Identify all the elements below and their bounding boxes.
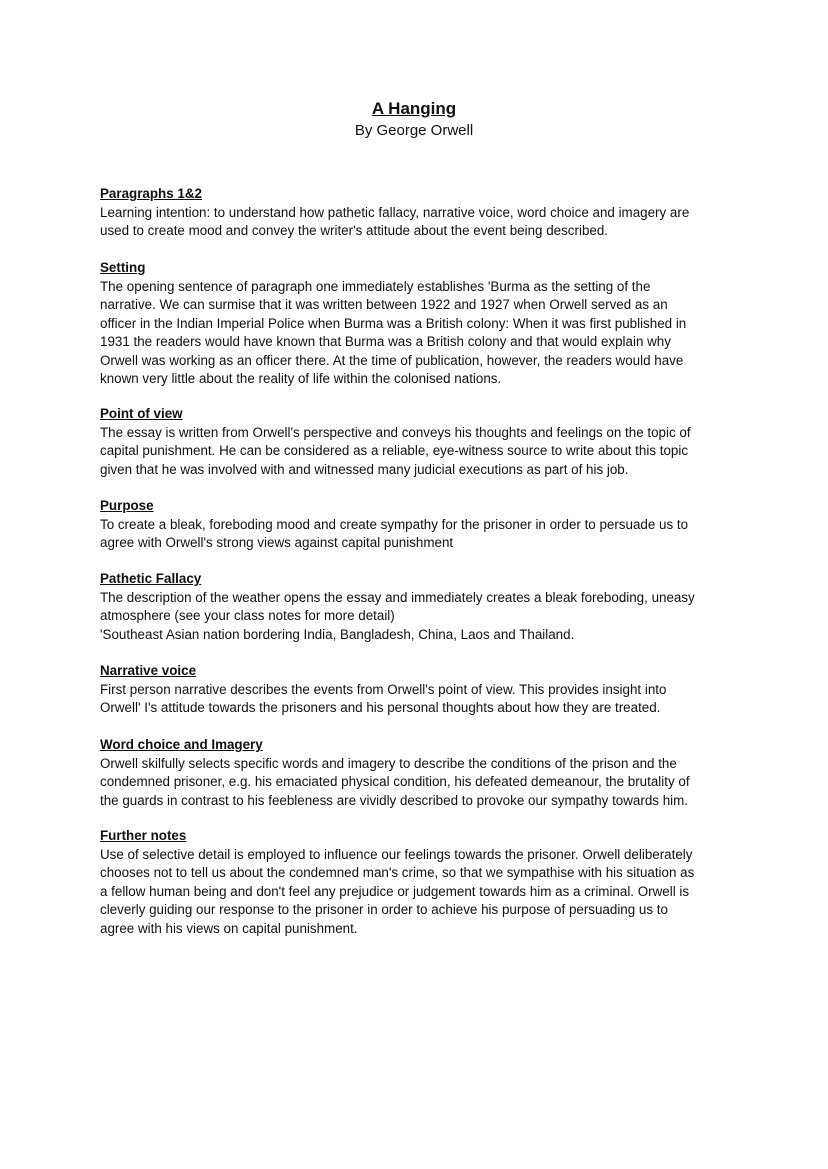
- body-line: cleverly guiding our response to the prisoner in order to achieve his purpose of persuading us to: [100, 902, 668, 917]
- section-pathetic-fallacy: [100, 570, 740, 644]
- body-line: Learning intention: to understand how pathetic fallacy, narrative voice, word choice and imagery are: [100, 204, 690, 220]
- section-heading: Paragraphs 1&2: [100, 186, 202, 201]
- body-line: condemned prisoner, e.g. his emaciated physical condition, his defeated demeanour, the brutality of: [100, 774, 690, 789]
- body-line: known very little about the reality of life within the colonised nations.: [100, 371, 502, 386]
- section-heading: Narrative voice: [100, 663, 197, 678]
- body-line: First person narrative describes the events from Orwell's point of view. This provides insight into: [100, 681, 667, 697]
- section-setting: [100, 259, 740, 389]
- body-line: narrative. We can surmise that it was written between 1922 and 1927 when Orwell served as an: [100, 297, 668, 312]
- body-line: agree with Orwell's strong views against capital punishment: [100, 535, 454, 550]
- body-line: capital punishment. He can be considered as a reliable, eye-witness source to write about this topic: [100, 443, 689, 458]
- body-line: 'Southeast Asian nation bordering India, Bangladesh, China, Laos and Thailand.: [100, 626, 575, 642]
- body-line: Orwell skilfully selects specific words and imagery to describe the conditions of the prison and the: [100, 755, 677, 771]
- body-line: The opening sentence of paragraph one immediately establishes 'Burma as the setting of the: [100, 278, 651, 294]
- section-word-choice-imagery: [100, 736, 740, 810]
- section-heading: Further notes: [100, 828, 187, 843]
- section-heading: Word choice and Imagery: [100, 737, 263, 752]
- document-title: A Hanging: [371, 99, 457, 118]
- body-line: chooses not to tell us about the condemned man's crime, so that we sympathise with his situation as: [100, 865, 695, 880]
- section-heading: Setting: [100, 260, 146, 275]
- body-line: a fellow human being and don't feel any prejudice or judgement towards him as a criminal. Orwell is: [100, 883, 690, 899]
- body-line: used to create mood and convey the writer's attitude about the event being described.: [100, 223, 609, 238]
- section-heading: Point of view: [100, 406, 183, 421]
- body-line: agree with his views on capital punishment.: [100, 920, 358, 936]
- section-narrative-voice: [100, 662, 740, 718]
- body-line: Orwell' I's attitude towards the prisoners and his personal thoughts about how they are treated.: [100, 700, 661, 715]
- section-heading: Purpose: [100, 498, 154, 513]
- body-line: Orwell was working as an officer there. At the time of publication, however, the readers would have: [100, 352, 684, 368]
- section-point-of-view: [100, 405, 740, 479]
- body-line: The essay is written from Orwell's perspective and conveys his thoughts and feelings on the topic of: [100, 424, 691, 440]
- section-heading: Pathetic Fallacy: [100, 571, 202, 586]
- body-line: 1931 the readers would have known that Burma was a British colony and that would explain why: [100, 334, 671, 349]
- document-byline: By George Orwell: [354, 122, 474, 139]
- body-line: officer in the Indian Imperial Police when Burma was a British colony: When it was first published in: [100, 315, 687, 331]
- body-line: given that he was involved with and witnessed many judicial executions as part of his job.: [100, 461, 629, 477]
- body-line: atmosphere (see your class notes for more detail): [100, 608, 395, 623]
- body-line: Use of selective detail is employed to influence our feelings towards the prisoner. Orwell deliberately: [100, 846, 693, 862]
- section-further-notes: [100, 827, 740, 938]
- body-line: the guards in contrast to his feebleness are vividly described to provoke our sympathy towards him.: [100, 792, 688, 808]
- body-line: To create a bleak, foreboding mood and create sympathy for the prisoner in order to persuade us to: [100, 516, 689, 532]
- section-paragraphs-1-2: [100, 185, 740, 241]
- body-line: The description of the weather opens the essay and immediately creates a bleak foreboding, uneasy: [100, 589, 695, 605]
- section-purpose: [100, 497, 740, 553]
